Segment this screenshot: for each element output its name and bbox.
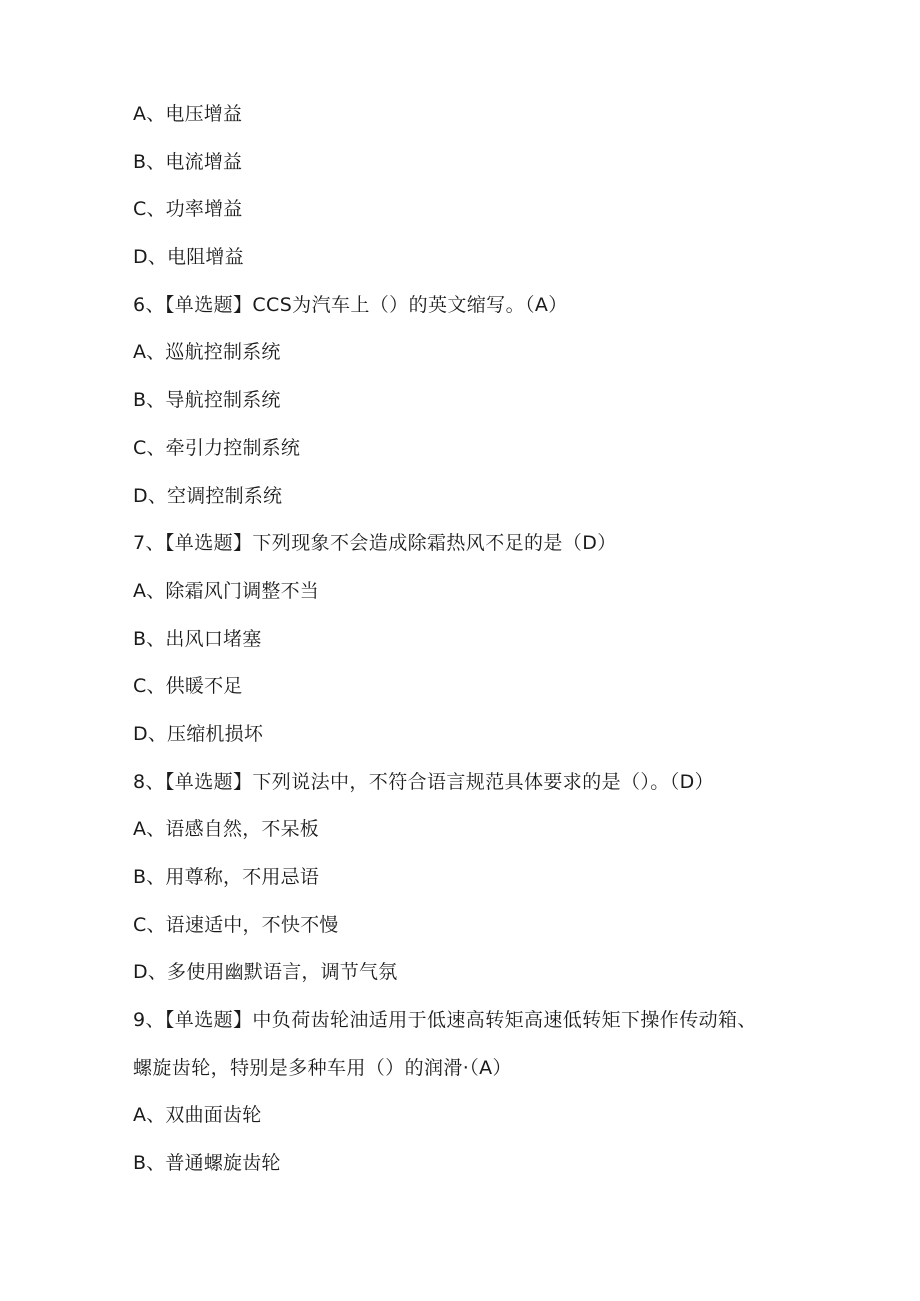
option-line: B、导航控制系统 [133,389,281,412]
option-line: A、电压增益 [133,103,243,125]
option-line: C、供暖不足 [133,675,243,698]
option-line: A、除霜风门调整不当 [133,579,319,602]
question-line: 9、【单选题】中负荷齿轮油适用于低速高转矩高速低转矩下操作传动箱、 [133,1009,757,1032]
option-line: A、双曲面齿轮 [133,1104,262,1127]
option-line: C、语速适中，不快不慢 [133,913,339,936]
option-line: B、用尊称，不用忌语 [133,866,320,888]
question-line: 7、【单选题】下列现象不会造成除霜热风不足的是（D） [133,532,617,555]
option-line: D、压缩机损坏 [133,722,264,745]
option-line: C、牵引力控制系统 [133,436,301,459]
option-line: B、普通螺旋齿轮 [133,1152,281,1175]
option-line: B、出风口堵塞 [133,627,262,650]
document-body [133,96,833,1193]
option-line: A、巡航控制系统 [133,341,281,364]
option-line: B、电流增益 [133,150,243,173]
option-line: A、语感自然，不呆板 [133,818,319,841]
option-line: D、空调控制系统 [133,484,283,507]
option-line: C、功率增益 [133,198,243,221]
question-line: 8、【单选题】下列说法中，不符合语言规范具体要求的是（）。（D） [133,770,715,793]
question-line: 6、【单选题】CCS为汽车上（）的英文缩写。（A） [133,293,568,316]
option-line: D、多使用幽默语言，调节气氛 [133,961,398,984]
question-line-continued: 螺旋齿轮，特别是多种车用（）的润滑·（A） [133,1056,512,1079]
option-line: D、电阻增益 [133,246,244,269]
